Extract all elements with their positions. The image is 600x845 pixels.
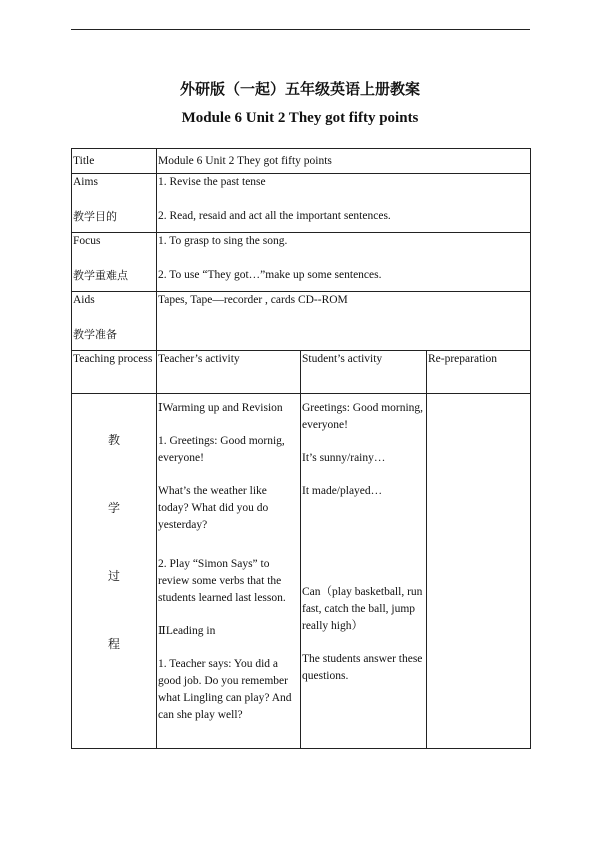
title-value: Module 6 Unit 2 They got fifty points [157,149,531,174]
row-aids [72,292,531,351]
aims-value-cell [157,174,531,233]
title-label: Title [72,149,157,174]
teacher-activity-cell [157,394,301,749]
aims-item-2: 2. Read, resaid and act all the important sentences. [158,210,391,222]
teacher-step-leading-in: ⅡLeading in [158,625,216,637]
process-char-3: 过 [107,569,120,583]
teacher-step-warmup: ⅠWarming up and Revision [158,402,283,414]
focus-label-cn: 教学重难点 [73,269,128,282]
teacher-step-simon-says: 2. Play “Simon Says” to review some verbs that the students learned last lesson. [158,558,286,604]
process-char-4: 程 [107,637,120,651]
aims-item-1: 1. Revise the past tense [158,176,266,188]
row-header [72,351,531,394]
header-teacher-activity: Teacher’s activity [157,351,301,394]
teacher-step-weather: What’s the weather like today? What did you do yesterday? [158,485,269,531]
document-title-en: Module 6 Unit 2 They got fifty points [181,110,419,126]
header-rule [71,29,530,30]
student-step-answer: The students answer these questions. [302,653,423,682]
focus-label: Focus [73,235,101,247]
row-title [72,149,531,174]
row-focus [72,233,531,292]
document-title-cn: 外研版（一起）五年级英语上册教案 [179,80,420,98]
student-step-greetings: Greetings: Good morning, everyone! [302,402,424,431]
focus-value-cell [157,233,531,292]
aids-value: Tapes, Tape—recorder , cards CD--ROM [157,292,531,351]
header-teaching-process: Teaching process [72,351,157,394]
row-aims [72,174,531,233]
process-char-2: 学 [107,501,120,515]
aims-label-cn: 教学目的 [73,210,117,223]
focus-item-2: 2. To use “They got…”make up some sentences. [158,269,382,281]
aids-label-cn: 教学准备 [73,328,117,341]
teacher-step-good-job: 1. Teacher says: You did a good job. Do you remember what Lingling can play? And can she play well? [158,658,292,721]
lesson-plan-table [71,148,531,749]
header-student-activity: Student’s activity [301,351,427,394]
focus-label-cell [72,233,157,292]
header-re-preparation: Re-preparation [427,351,531,394]
aids-label-cell [72,292,157,351]
aids-label: Aids [73,294,95,306]
student-activity-cell [301,394,427,749]
teacher-step-greetings: 1. Greetings: Good mornig, everyone! [158,435,285,464]
student-step-weather: It’s sunny/rainy… [302,452,386,464]
student-step-can: Can（play basketball, run fast, catch the ball, jump really high） [302,586,423,632]
aims-label: Aims [73,176,98,188]
aims-label-cell [72,174,157,233]
student-step-made-played: It made/played… [302,485,383,497]
re-preparation-cell [427,394,531,749]
focus-item-1: 1. To grasp to sing the song. [158,235,288,247]
row-process [72,394,531,749]
process-label-cell [72,394,157,749]
process-char-1: 教 [107,433,120,447]
